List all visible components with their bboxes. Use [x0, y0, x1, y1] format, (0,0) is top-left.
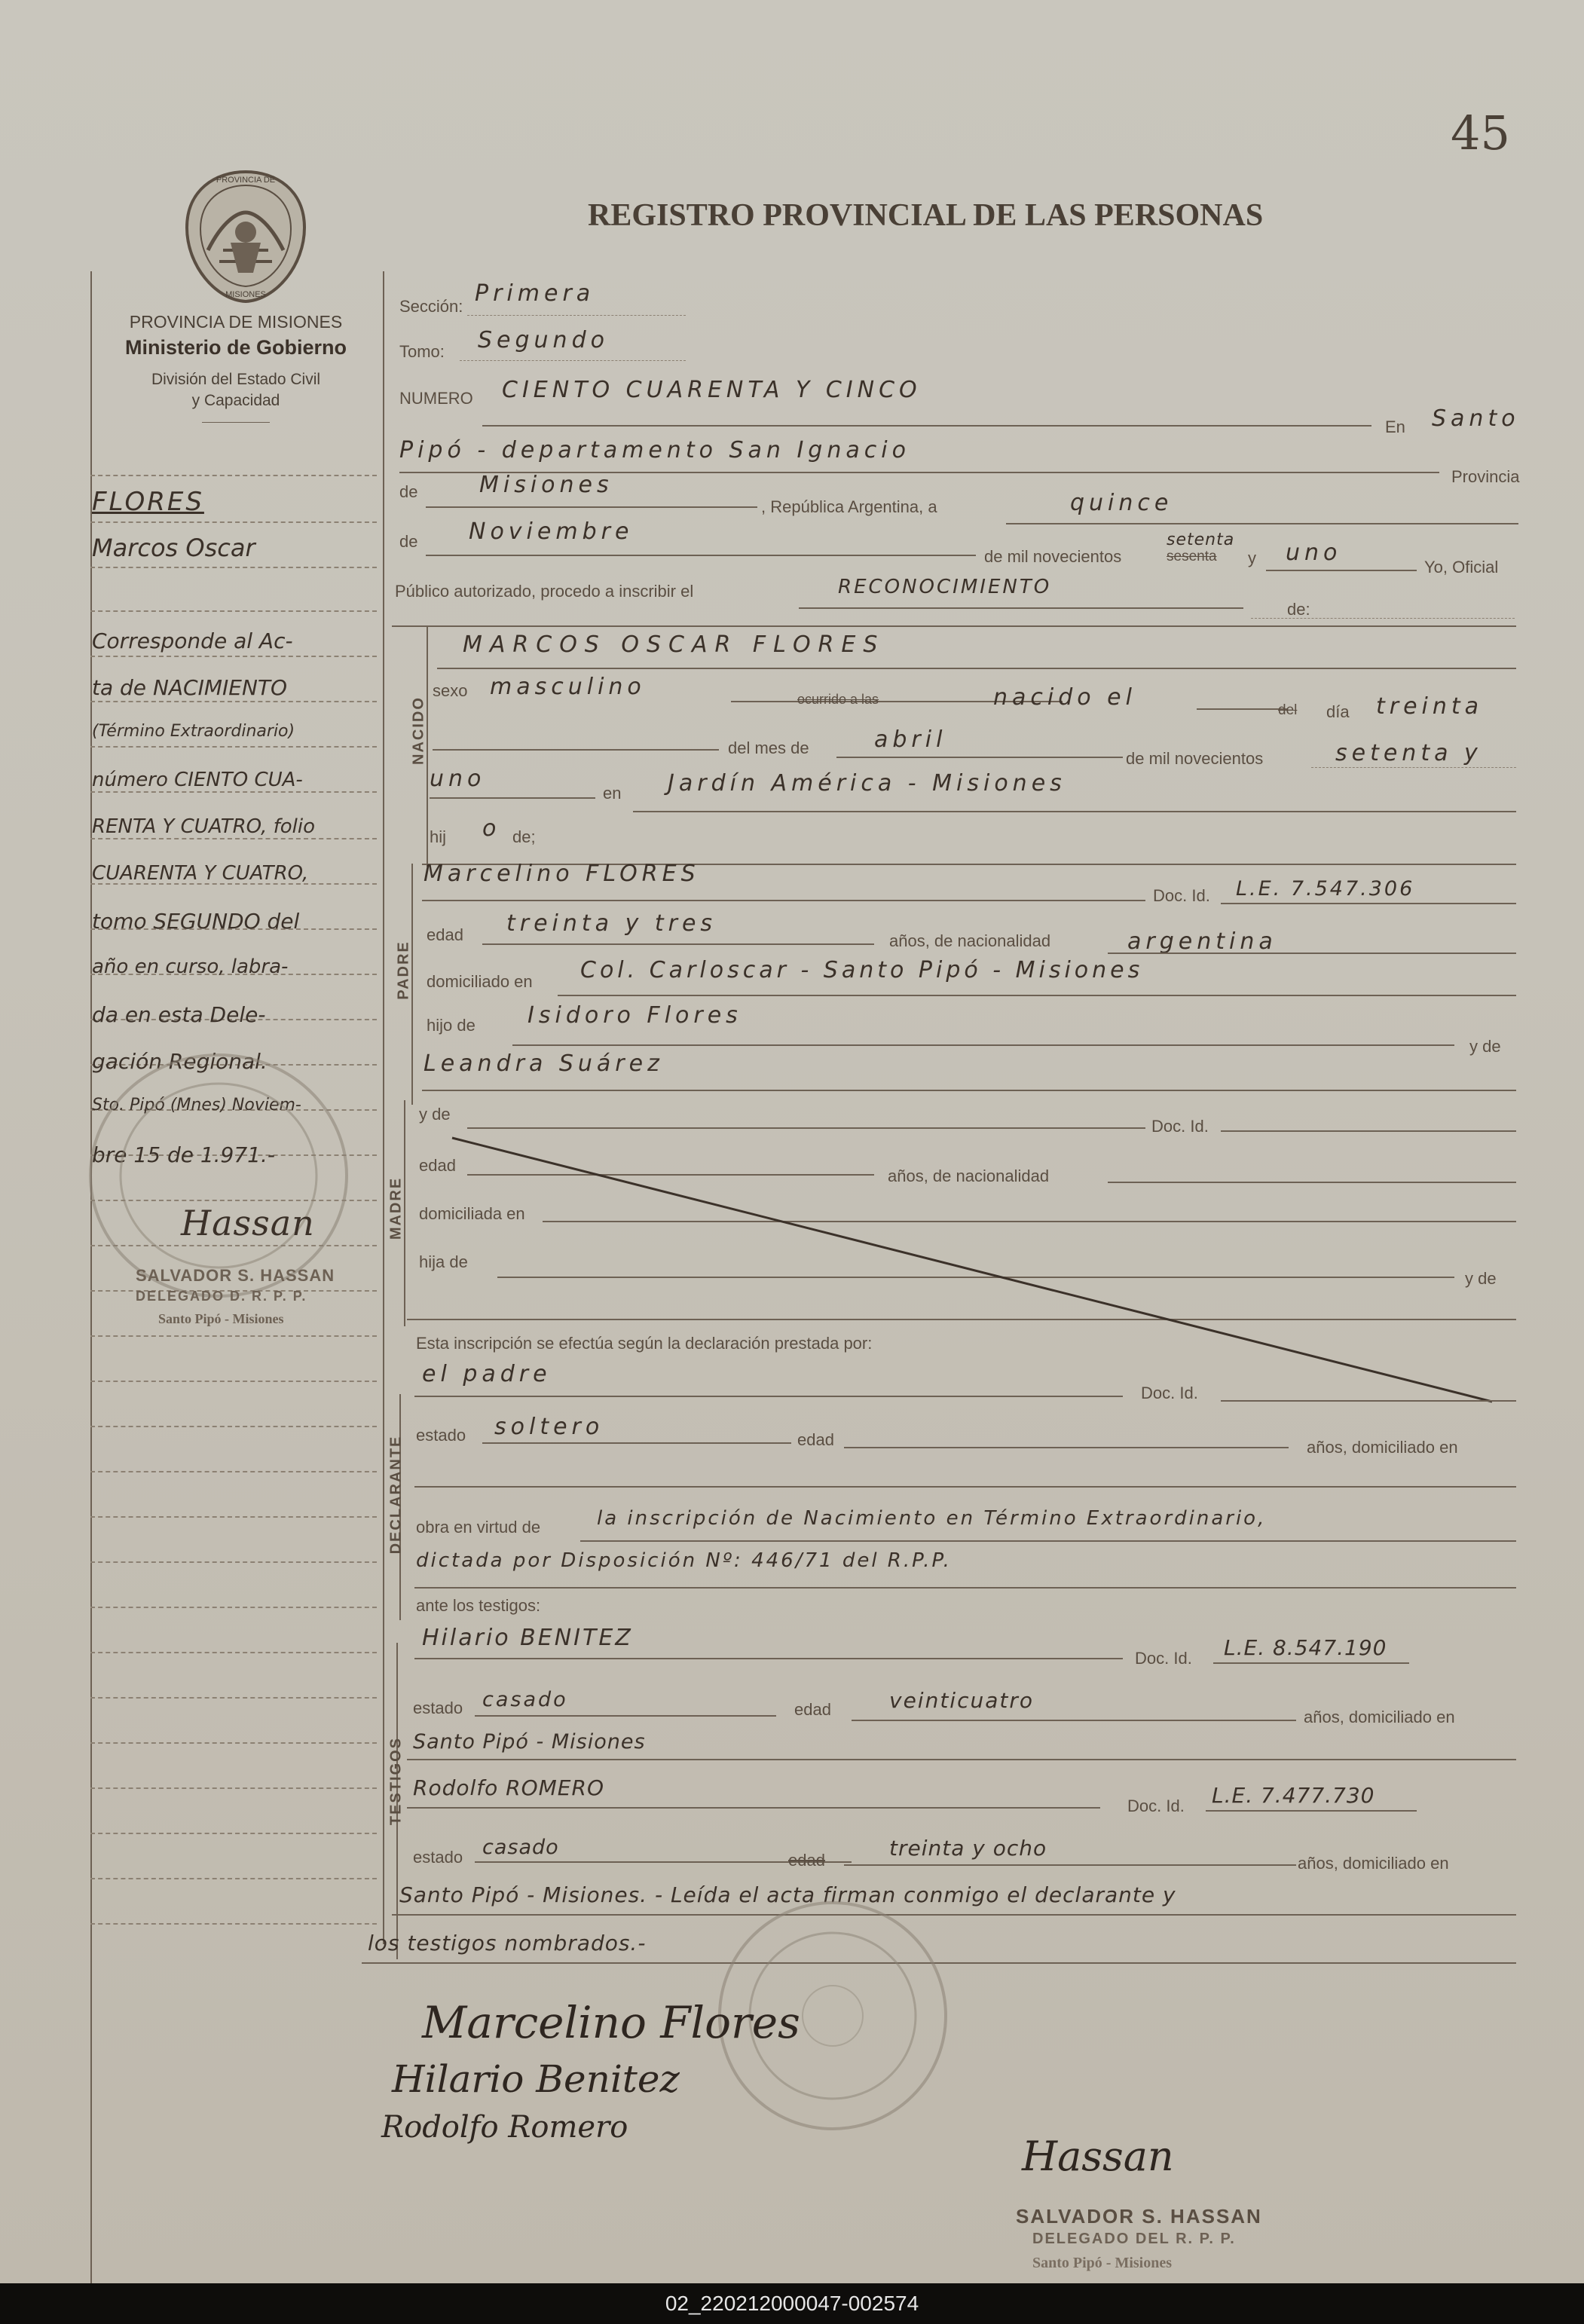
padre-doc-label: Doc. Id.: [1153, 886, 1210, 905]
testigo-2-estado-value: casado: [482, 1836, 559, 1859]
declarante-edad-label: edad: [797, 1430, 834, 1449]
division-line-2: y Capacidad: [191, 392, 280, 409]
republica-label: , República Argentina, a: [761, 497, 937, 516]
padre-edad-label: edad: [427, 925, 463, 944]
testigo-2-estado-label: estado: [413, 1848, 463, 1867]
en-value-1: Santo: [1432, 405, 1520, 432]
nacido-anio-value-1: setenta y: [1335, 740, 1482, 766]
padre-anios-label: años, de nacionalidad: [889, 931, 1051, 950]
obra-value: la inscripción de Nacimiento en Término Extraordinario,: [597, 1507, 1267, 1530]
obra-label: obra en virtud de: [416, 1518, 541, 1537]
official-stamp-name: SALVADOR S. HASSAN: [1016, 2205, 1262, 2228]
madre-crossout-line: [407, 1100, 1516, 1417]
acto-value: RECONOCIMIENTO: [838, 576, 1052, 598]
nacido-mil-label: de mil novecientos: [1126, 749, 1264, 768]
provincia-label: Provincia: [1451, 467, 1520, 486]
nacido-value: nacido el: [993, 684, 1136, 711]
column-divider: [383, 271, 384, 1944]
struck-del-label: del: [1278, 702, 1298, 718]
tomo-label: Tomo:: [399, 342, 445, 361]
division-line-1: División del Estado Civil: [151, 371, 321, 388]
sexo-label: sexo: [433, 681, 468, 700]
margin-note-line: número CIENTO CUA-: [92, 769, 303, 791]
hij-value: o: [482, 815, 501, 842]
seccion-label: Sección:: [399, 297, 463, 316]
testigo-2-name: Rodolfo ROMERO: [413, 1775, 604, 1800]
emblem-top-text: PROVINCIA DE: [216, 176, 276, 185]
de-label-2: de: [399, 532, 418, 551]
mil-label: de mil novecientos: [984, 547, 1122, 566]
nacido-name: MARCOS OSCAR FLORES: [463, 631, 885, 658]
declarante-estado-label: estado: [416, 1426, 466, 1445]
padre-doc-value: L.E. 7.547.306: [1236, 877, 1415, 901]
nacido-mes-value: abril: [874, 726, 947, 753]
margin-note-line: (Término Extraordinario): [92, 722, 295, 741]
emblem-bottom-text: MISIONES: [225, 290, 266, 299]
margin-surname: FLORES: [92, 487, 204, 517]
en-lugar-label: en: [603, 784, 622, 803]
testigo-1-domicilio-value: Santo Pipó - Misiones: [413, 1730, 646, 1754]
testigo-1-edad-label: edad: [794, 1700, 831, 1719]
mes-value: Noviembre: [469, 518, 634, 545]
tomo-value: Segundo: [478, 327, 609, 353]
nacido-lugar-value: Jardín América - Misiones: [668, 770, 1066, 797]
provincial-emblem-icon: [178, 167, 313, 307]
declarante-section-label: DECLARANTE: [387, 1435, 405, 1555]
struck-year-label: sesenta: [1167, 549, 1217, 564]
year-unit-value: uno: [1286, 540, 1342, 566]
madre-y-de-label-2: y de: [1465, 1269, 1497, 1288]
margin-note-line: CUARENTA Y CUATRO,: [92, 862, 309, 885]
testigo-2-edad-value: treinta y ocho: [889, 1836, 1047, 1861]
madre-anios-label: años, de nacionalidad: [888, 1167, 1050, 1185]
signature-official: Hassan: [1022, 2133, 1174, 2180]
declarante-intro-label: Esta inscripción se efectúa según la declaración prestada por:: [416, 1334, 873, 1353]
testigo-1-anios-label: años, domiciliado en: [1304, 1708, 1455, 1726]
margin-stamp-place: Santo Pipó - Misiones: [158, 1311, 284, 1326]
madre-doc-label: Doc. Id.: [1151, 1117, 1209, 1136]
declarante-name: el padre: [422, 1361, 552, 1387]
hij-label: hij: [430, 827, 447, 846]
padre-section-label: PADRE: [395, 940, 412, 1000]
de-colon-label: de:: [1287, 600, 1310, 619]
seccion-value: Primera: [475, 280, 595, 307]
margin-note-line: da en esta Dele-: [92, 1002, 266, 1027]
dia-label: día: [1326, 702, 1350, 721]
margin-note-line: ta de NACIMIENTO: [92, 675, 288, 700]
testigo-2-doc-label: Doc. Id.: [1127, 1797, 1185, 1815]
nacido-section-label: NACIDO: [410, 696, 427, 765]
en-value-2: Pipó - departamento San Ignacio: [399, 437, 910, 463]
padre-domiciliado-label: domiciliado en: [427, 972, 533, 991]
inserted-year-value: setenta: [1167, 531, 1235, 549]
publico-label: Público autorizado, procedo a inscribir el: [395, 582, 694, 601]
margin-signature: Hassan: [181, 1203, 315, 1243]
testigo-2-doc-value: L.E. 7.477.730: [1212, 1783, 1375, 1808]
page-number: 45: [1451, 105, 1510, 161]
margin-note-line: tomo SEGUNDO del: [92, 909, 300, 934]
official-stamp-role: DELEGADO DEL R. P. P.: [1032, 2231, 1236, 2247]
madre-hija-de-label: hija de: [419, 1252, 468, 1271]
testigo-2-edad-label: edad: [788, 1851, 825, 1870]
declarante-anios-label: años, domiciliado en: [1307, 1438, 1458, 1457]
signature-witness-2: Rodolfo Romero: [381, 2110, 628, 2145]
dia-value: quince: [1070, 490, 1173, 516]
margin-note-line: RENTA Y CUATRO, folio: [92, 815, 316, 838]
margin-note-line: bre 15 de 1.971.-: [92, 1142, 276, 1167]
en-label: En: [1385, 417, 1405, 436]
margin-note-line: Corresponde al Ac-: [92, 628, 293, 653]
padre-hijo-de-label: hijo de: [427, 1016, 476, 1035]
padre-y-de-label: y de: [1469, 1037, 1501, 1056]
signature-witness-1: Hilario Benitez: [392, 2057, 680, 2101]
sexo-value: masculino: [490, 674, 646, 700]
testigo-1-estado-label: estado: [413, 1699, 463, 1717]
document-title: REGISTRO PROVINCIAL DE LAS PERSONAS: [588, 198, 1264, 233]
ministry-name: Ministerio de Gobierno: [124, 336, 347, 359]
margin-given-names: Marcos Oscar: [92, 534, 255, 562]
padre-domicilio-value: Col. Carloscar - Santo Pipó - Misiones: [580, 957, 1144, 983]
testigo-1-doc-value: L.E. 8.547.190: [1224, 1635, 1387, 1660]
de-label: de: [399, 482, 418, 501]
testigos-section-label: TESTIGOS: [387, 1736, 405, 1826]
signature-father: Marcelino Flores: [422, 1997, 800, 2048]
yo-oficial-label: Yo, Oficial: [1424, 558, 1499, 576]
margin-note-line: gación Regional.: [92, 1049, 268, 1074]
province-name: PROVINCIA DE MISIONES: [129, 312, 343, 332]
closing-line-2: los testigos nombrados.-: [368, 1931, 647, 1956]
margin-note-line: año en curso, labra-: [92, 956, 289, 978]
struck-ocurrido-label: ocurrido a las: [797, 692, 879, 707]
madre-section-label: MADRE: [387, 1176, 405, 1240]
madre-y-de-label: y de: [419, 1105, 451, 1124]
testigo-1-edad-value: veinticuatro: [889, 1688, 1034, 1713]
numero-label: NUMERO: [399, 389, 473, 408]
margin-note-line: Sto. Pipó (Mnes) Noviem-: [92, 1096, 301, 1115]
madre-edad-label: edad: [419, 1156, 456, 1175]
padre-edad-value: treinta y tres: [506, 910, 717, 937]
provincia-value: Misiones: [479, 472, 613, 498]
testigos-intro-label: ante los testigos:: [416, 1596, 541, 1615]
y-label: y: [1248, 549, 1256, 567]
closing-line-1: Santo Pipó - Misiones. - Leída el acta firman conmigo el declarante y: [399, 1882, 1176, 1907]
padre-nacionalidad-value: argentina: [1127, 928, 1277, 955]
nacido-anio-value-2: uno: [430, 766, 486, 792]
hij-de-label: de;: [512, 827, 536, 846]
testigo-1-estado-value: casado: [482, 1688, 568, 1711]
padre-padre-name: Isidoro Flores: [527, 1002, 742, 1029]
padre-madre-name: Leandra Suárez: [424, 1050, 664, 1077]
padre-name: Marcelino FLORES: [424, 861, 700, 887]
madre-domiciliada-label: domiciliada en: [419, 1204, 525, 1223]
margin-stamp-name: SALVADOR S. HASSAN: [136, 1266, 335, 1285]
declarante-estado-value: soltero: [494, 1414, 604, 1440]
del-mes-label: del mes de: [728, 738, 809, 757]
declarante-doc-label: Doc. Id.: [1141, 1384, 1198, 1402]
file-id-caption: 02_220212000047-002574: [0, 2283, 1584, 2324]
testigo-2-anios-label: años, domiciliado en: [1298, 1854, 1449, 1873]
testigo-1-name: Hilario BENITEZ: [422, 1625, 633, 1651]
obra-value-2: dictada por Disposición Nº: 446/71 del R.P.P.: [416, 1549, 952, 1572]
official-stamp-place: Santo Pipó - Misiones: [1032, 2255, 1173, 2271]
margin-stamp-role: DELEGADO D. R. P. P.: [136, 1289, 307, 1304]
testigo-1-doc-label: Doc. Id.: [1135, 1649, 1192, 1668]
numero-value: CIENTO CUARENTA Y CINCO: [502, 377, 922, 403]
nacido-dia-value: treinta: [1376, 693, 1484, 720]
